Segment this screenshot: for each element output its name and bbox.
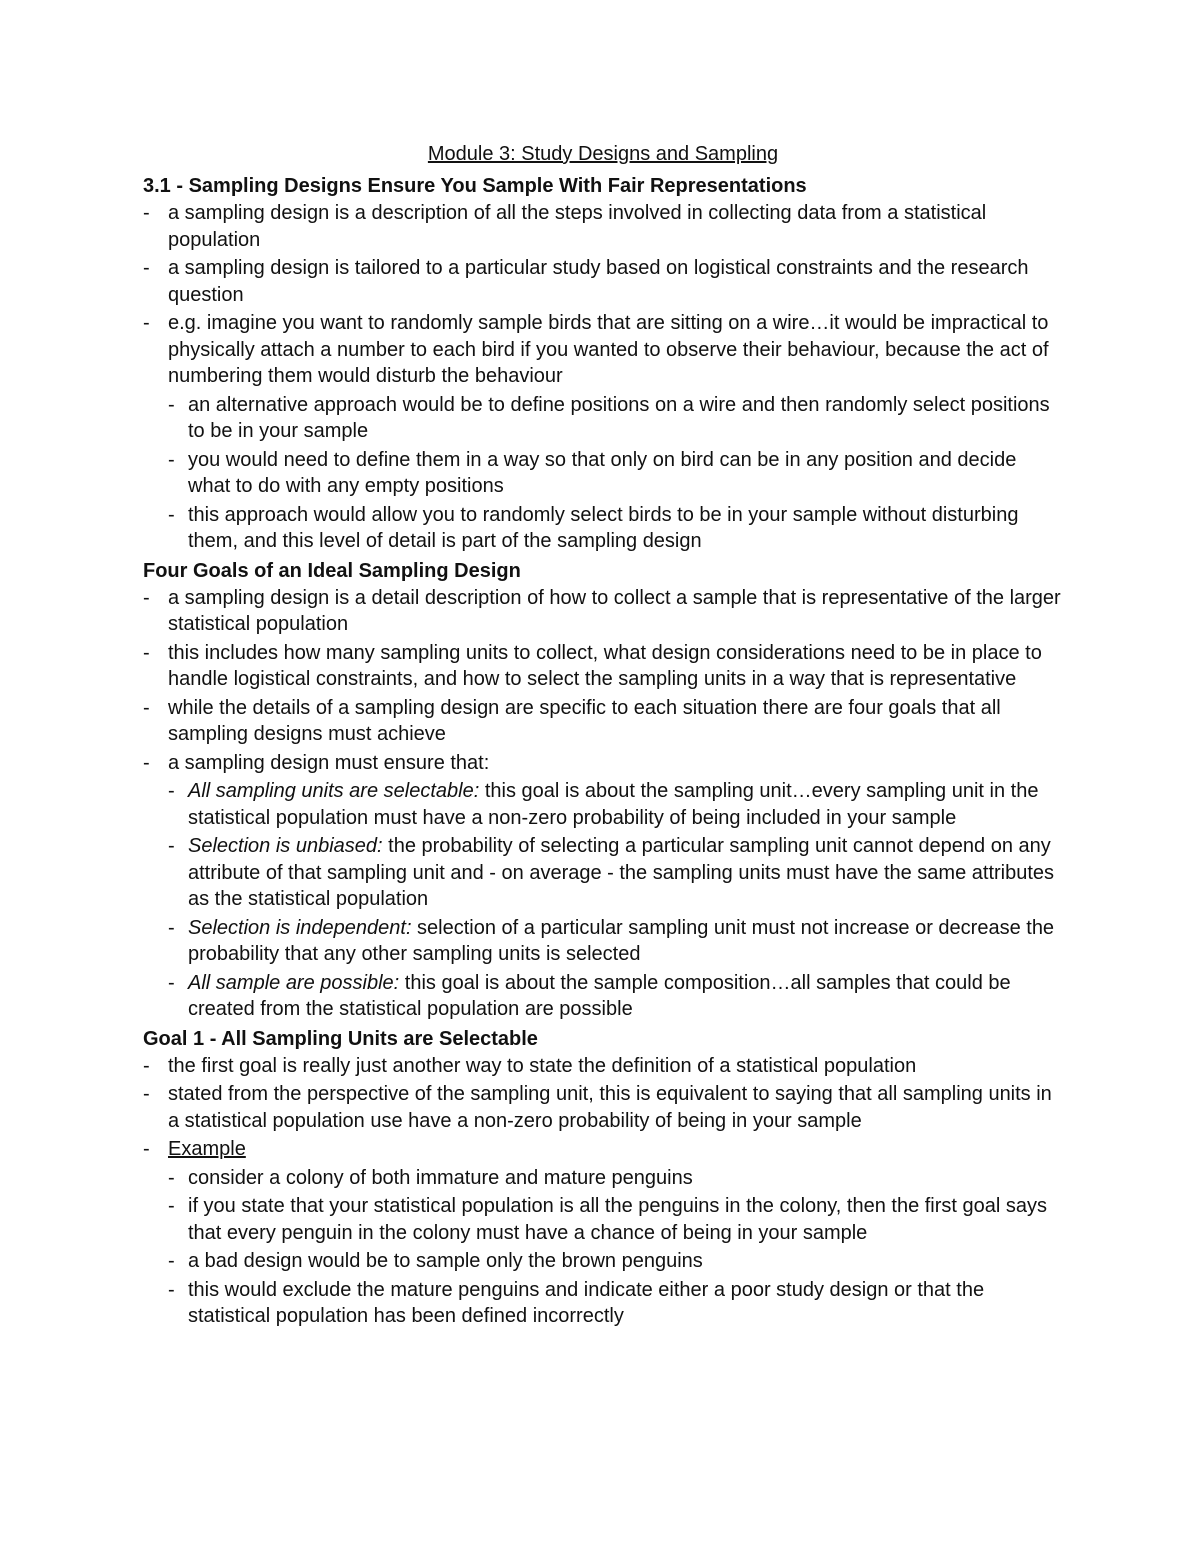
bullet-dash: -: [143, 1054, 150, 1077]
list-item: - the first goal is really just another way to state the definition of a statistical population: [143, 1053, 1063, 1080]
sub-list-item: - a bad design would be to sample only the brown penguins: [168, 1248, 1063, 1275]
bullet-dash: -: [143, 641, 150, 664]
goal-item: - Selection is independent: selection of a particular sampling unit must not increase or decrease the probability that any other sampling units is selected: [168, 916, 1055, 965]
bullet-dash: -: [143, 751, 150, 774]
bullet-list: [143, 200, 1063, 390]
page-title: Module 3: Study Designs and Sampling: [427, 143, 779, 165]
goal-item: - All sampling units are selectable: this goal is about the sampling unit…every sampling unit in the statistical population must have a non-zero probability of being included in your sample: [168, 780, 1039, 829]
list-item: - a sampling design is a detail description of how to collect a sample that is representative of the larger statistical population: [143, 586, 1061, 635]
section-heading: Goal 1 - All Sampling Units are Selectable: [143, 1027, 538, 1050]
example-label: Example: [168, 1138, 246, 1160]
list-item: - while the details of a sampling design are specific to each situation there are four goals that all sampling designs must achieve: [143, 696, 1001, 745]
bullet-dash: -: [143, 1083, 150, 1105]
goal-item: - All sample are possible: this goal is about the sample composition…all samples that could be created from the statistical population are possible: [168, 971, 1011, 1020]
bullet-dash: -: [168, 1278, 175, 1301]
sub-list-item: - consider a colony of both immature and mature penguins: [168, 1165, 1063, 1192]
list-item: - stated from the perspective of the sampling unit, this is equivalent to saying that all sampling units in a statistical population use have a non-zero probability of being in your sample: [143, 1083, 1052, 1132]
bullet-dash: -: [168, 835, 175, 857]
bullet-dash: -: [168, 1250, 175, 1272]
bullet-dash: -: [168, 916, 175, 939]
list-item: - a sampling design must ensure that: - All sampling units are selectable: this goal is about the sampling unit…every sampling unit in the statistical population must have a non-zero probability of being included in your sample - Selection is unbiased: the probability of selecting a particular sampling unit cannot depend on any attribute of that sampling unit and - on average - the sampling units must have the same attributes as the statistical population - Selection is independent: selection of a particular sampling unit must not increase or decrease the probability that any other sampling units is selected - All sample are possible: this goal is about the sample composition…all samples that could be created from the statistical population are possible: [143, 750, 1063, 1023]
bullet-dash: -: [143, 257, 150, 279]
document-content: [143, 140, 1063, 1332]
list-item: - a sampling design is a description of all the steps involved in collecting data from a statistical population: [143, 202, 987, 251]
section-heading: Four Goals of an Ideal Sampling Design: [143, 559, 521, 582]
bullet-dash: -: [168, 971, 175, 994]
sub-bullet-list: [143, 392, 1063, 555]
sub-bullet-list: [143, 1165, 1063, 1330]
bullet-dash: -: [143, 202, 150, 224]
goal-term: All sample are possible:: [188, 971, 400, 994]
sub-list-item: - you would need to define them in a way so that only on bird can be in any position and decide what to do with any empty positions: [168, 448, 1017, 497]
sub-bullet-list: [143, 778, 1063, 1023]
sub-list-item: - if you state that your statistical population is all the penguins in the colony, then the first goal says that every penguin in the colony must have a chance of being in your sample: [168, 1195, 1048, 1244]
section-heading: 3.1 - Sampling Designs Ensure You Sample With Fair Representations: [143, 175, 807, 197]
list-item: [143, 1136, 1063, 1330]
goal-term: Selection is independent:: [188, 916, 412, 939]
goal-term: All sampling units are selectable:: [188, 780, 480, 802]
bullet-dash: -: [168, 1166, 175, 1189]
goal-item: - Selection is unbiased: the probability of selecting a particular sampling unit cannot depend on any attribute of that sampling unit and - on average - the sampling units must have the same attributes as the statistical population: [168, 835, 1055, 910]
list-item: [143, 392, 1063, 555]
sub-list-item: - an alternative approach would be to define positions on a wire and then randomly select positions to be in your sample: [168, 393, 1050, 442]
bullet-dash: -: [168, 448, 175, 471]
bullet-dash: -: [143, 1138, 150, 1160]
bullet-dash: -: [143, 312, 150, 334]
sub-list-item: - this would exclude the mature penguins and indicate either a poor study design or that the statistical population has been defined incorrectly: [168, 1278, 985, 1327]
bullet-dash: -: [168, 393, 175, 416]
bullet-dash: -: [168, 780, 175, 802]
bullet-list: [143, 392, 1063, 555]
list-item: - this includes how many sampling units to collect, what design considerations need to be in place to handle logistical constraints, and how to select the sampling units in a way that is representative: [143, 641, 1042, 690]
bullet-dash: -: [143, 586, 150, 609]
list-item: - e.g. imagine you want to randomly sample birds that are sitting on a wire…it would be impractical to physically attach a number to each bird if you wanted to observe their behaviour, because the act of numbering them would disturb the behaviour: [143, 312, 1049, 387]
bullet-dash: -: [168, 503, 175, 526]
bullet-dash: -: [143, 696, 150, 719]
list-item: - a sampling design is tailored to a particular study based on logistical constraints and the research question: [143, 257, 1029, 306]
bullet-list: [143, 585, 1063, 1023]
bullet-dash: -: [168, 1195, 175, 1217]
sub-list-item: - this approach would allow you to randomly select birds to be in your sample without disturbing them, and this level of detail is part of the sampling design: [168, 503, 1019, 552]
goal-term: Selection is unbiased:: [188, 835, 383, 857]
bullet-list: [143, 1053, 1063, 1330]
